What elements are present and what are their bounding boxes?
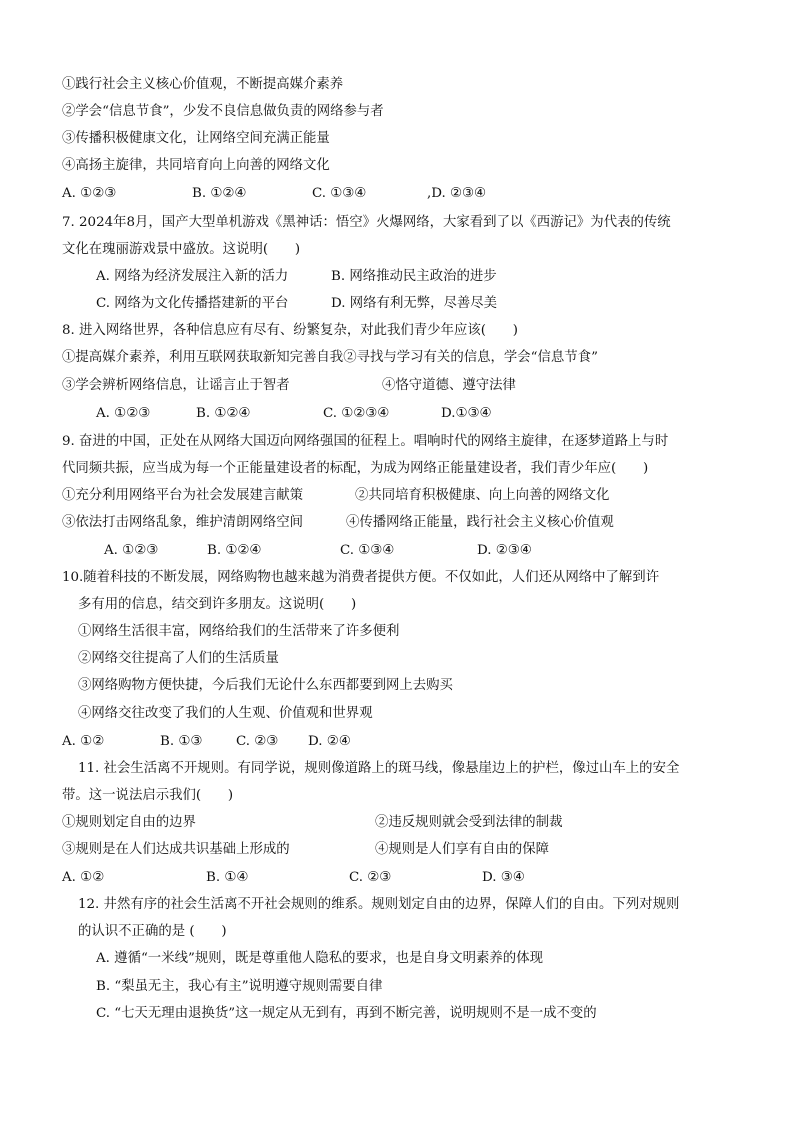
q9-stem-line-2: 代同频共振，应当成为每一个正能量建设者的标配，为成为网络正能量建设者，我们青少年应( ) (62, 461, 649, 476)
q7-option-d[interactable]: D. 网络有利无弊，尽善尽美 (331, 296, 498, 311)
q6-option-c[interactable]: C. ①③④ (312, 186, 367, 201)
q11-options (62, 868, 525, 888)
q6-option-b[interactable]: B. ①②④ (192, 186, 247, 201)
q11-option-b[interactable]: B. ①④ (206, 870, 249, 885)
q7-stem-line-2: 文化在瑰丽游戏景中盛放。这说明( ) (62, 242, 301, 257)
q9-stem-line-1: 9. 奋进的中国，正处在从网络大国迈向网络强国的征程上。唱响时代的网络主旋律，在逐梦道路上与时 (62, 434, 669, 449)
q11-items-row-1 (62, 813, 562, 833)
q6-item-4: ④高扬主旋律，共同培育向上向善的网络文化 (62, 158, 330, 173)
q11-item-2: ②违反规则就会受到法律的制裁 (375, 815, 563, 830)
q9-option-a[interactable]: A. ①②③ (104, 543, 159, 558)
q11-option-a[interactable]: A. ①② (62, 870, 105, 885)
q11-item-1: ①规则划定自由的边界 (62, 815, 196, 830)
q9-option-b[interactable]: B. ①②④ (207, 543, 262, 558)
q8-option-c[interactable]: C. ①②③④ (323, 406, 390, 421)
q8-option-a[interactable]: A. ①②③ (96, 406, 151, 421)
q11-item-4: ④规则是人们享有自由的保障 (375, 842, 550, 857)
q10-item-4: ④网络交往改变了我们的人生观、价值观和世界观 (78, 706, 373, 721)
q12-option-a[interactable]: A. 遵循“一米线”规则，既是尊重他人隐私的要求，也是自身文明素养的体现 (96, 951, 543, 966)
q8-items-row-1: ①提高媒介素养，利用互联网获取新知完善自我②寻找与学习有关的信息，学会“信息节食” (62, 350, 598, 365)
q9-item-3: ③依法打击网络乱象，维护清朗网络空间 (62, 515, 304, 530)
q10-stem-line-2: 多有用的信息，结交到许多朋友。这说明( ) (78, 597, 357, 612)
q9-item-4: ④传播网络正能量，践行社会主义核心价值观 (346, 515, 614, 530)
q10-stem-line-1: 10.随着科技的不断发展，网络购物也越来越为消费者提供方便。不仅如此，人们还从网络中了解到许 (62, 570, 660, 585)
q6-item-3: ③传播积极健康文化，让网络空间充满正能量 (62, 131, 330, 146)
q6-item-2: ②学会“信息节食”，少发不良信息做负责的网络参与者 (62, 104, 384, 119)
q7-options-row-2 (96, 294, 497, 314)
q10-option-a[interactable]: A. ①② (62, 734, 105, 749)
q9-item-1: ①充分利用网络平台为社会发展建言献策 (62, 488, 304, 503)
q10-item-1: ①网络生活很丰富，网络给我们的生活带来了许多便利 (78, 624, 400, 639)
q11-items-row-2 (62, 840, 549, 860)
q10-options (62, 732, 351, 752)
q12-option-b[interactable]: B. “梨虽无主，我心有主”说明遵守规则需要自律 (96, 979, 383, 994)
q8-items-row-2 (62, 376, 516, 396)
q6-item-1: ①践行社会主义核心价值观，不断提高媒介素养 (62, 77, 344, 92)
q7-stem-line-1: 7. 2024年8月，国产大型单机游戏《黑神话：悟空》火爆网络，大家看到了以《西游记》为代表的传统 (62, 215, 671, 230)
q7-options-row-1 (96, 267, 497, 287)
q11-item-3: ③规则是在人们达成共识基础上形成的 (62, 842, 290, 857)
q8-option-d[interactable]: D.①③④ (441, 406, 492, 421)
q11-option-d[interactable]: D. ③④ (482, 870, 525, 885)
q12-stem-line-1: 12. 井然有序的社会生活离不开社会规则的维系。规则划定自由的边界，保障人们的自由。下列对规则 (78, 897, 680, 912)
q10-option-c[interactable]: C. ②③ (236, 734, 279, 749)
q6-options (62, 184, 486, 204)
q8-stem: 8. 进入网络世界，各种信息应有尽有、纷繁复杂，对此我们青少年应该( ) (62, 323, 518, 338)
q11-stem-line-2: 带。这一说法启示我们( ) (62, 788, 234, 803)
q6-option-d[interactable]: ,D. ②③④ (427, 186, 487, 201)
q10-item-2: ②网络交往提高了人们的生活质量 (78, 651, 279, 666)
q9-options (104, 541, 532, 561)
q8-item-3: ③学会辨析网络信息，让谣言止于智者 (62, 378, 290, 393)
q10-option-d[interactable]: D. ②④ (308, 734, 351, 749)
q11-stem-line-1: 11. 社会生活离不开规则。有同学说，规则像道路上的斑马线，像悬崖边上的护栏，像过山车上的安全 (78, 761, 680, 776)
q9-option-c[interactable]: C. ①③④ (340, 543, 395, 558)
q10-item-3: ③网络购物方便快捷，今后我们无论什么东西都要到网上去购买 (78, 678, 453, 693)
q8-item-4: ④恪守道德、遵守法律 (382, 378, 516, 393)
q10-option-b[interactable]: B. ①③ (160, 734, 203, 749)
q12-stem-line-2: 的认识不正确的是 ( ) (78, 924, 227, 939)
q7-option-b[interactable]: B. 网络推动民主政治的进步 (331, 269, 497, 284)
q9-items-row-2 (62, 513, 614, 533)
q6-option-a[interactable]: A. ①②③ (62, 186, 117, 201)
q9-items-row-1 (62, 486, 609, 506)
q8-option-b[interactable]: B. ①②④ (196, 406, 251, 421)
q9-option-d[interactable]: D. ②③④ (477, 543, 532, 558)
q8-options (96, 404, 492, 424)
q11-option-c[interactable]: C. ②③ (349, 870, 392, 885)
q9-item-2: ②共同培育积极健康、向上向善的网络文化 (355, 488, 610, 503)
q12-option-c[interactable]: C. “七天无理由退换货”这一规定从无到有，再到不断完善，说明规则不是一成不变的 (96, 1006, 597, 1021)
q7-option-a[interactable]: A. 网络为经济发展注入新的活力 (96, 269, 289, 284)
q7-option-c[interactable]: C. 网络为文化传播搭建新的平台 (96, 296, 289, 311)
